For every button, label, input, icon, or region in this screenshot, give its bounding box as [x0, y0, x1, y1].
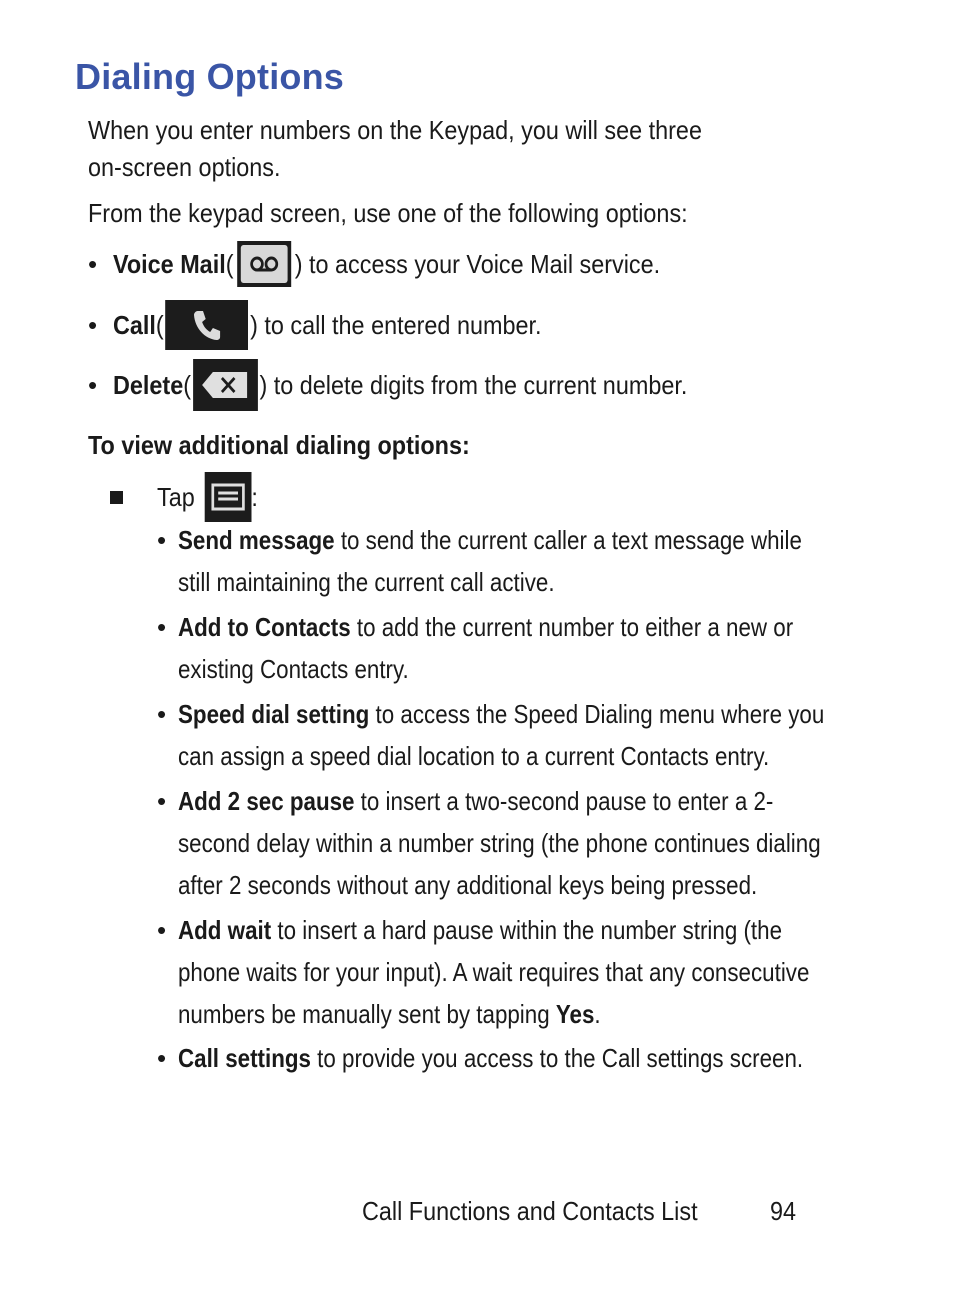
tap-label: Tap: [157, 481, 195, 512]
phone-icon: [166, 300, 249, 350]
instruction-text: From the keypad screen, use one of the following options:: [88, 198, 688, 228]
sub-option-name: Speed dial setting: [178, 699, 370, 729]
tap-instruction: [110, 472, 269, 522]
sub-option-emphasis: Yes: [555, 999, 595, 1029]
option-description: ) to delete digits from the current number.: [259, 369, 688, 400]
sub-option-description: to send the current caller a text message while still maintaining the current call active.: [178, 525, 802, 597]
voicemail-icon: [237, 241, 291, 287]
sub-option-add-2-sec-pause: [157, 780, 917, 906]
bullet-dot: •: [157, 786, 167, 816]
bullet-dot: •: [157, 1043, 167, 1073]
sub-option-name: Send message: [178, 525, 335, 555]
option-description: ) to access your Voice Mail service.: [294, 248, 661, 279]
sub-option-description: to add the current number to either a new or existing Contacts entry.: [178, 612, 794, 684]
option-call: [88, 300, 589, 350]
option-delete: [88, 360, 751, 410]
tap-suffix: :: [251, 481, 258, 512]
option-name: Delete: [113, 369, 184, 400]
sub-option-send-message: [157, 519, 917, 603]
sub-option-speed-dial-setting: [157, 693, 917, 777]
bullet-dot: •: [157, 612, 167, 642]
option-open-paren: (: [155, 309, 164, 340]
square-bullet-icon: [110, 491, 123, 504]
menu-icon: [205, 472, 252, 522]
option-open-paren: (: [183, 369, 192, 400]
sub-option-add-wait: [157, 909, 917, 1035]
sub-option-call-settings: [157, 1037, 917, 1079]
sub-option-name: Add to Contacts: [178, 612, 351, 642]
sub-option-name: Add wait: [178, 915, 272, 945]
sub-option-description: to insert a hard pause within the number string (the phone waits for your input). A wait requires that any consecutive numbers be manually sent by tapping: [178, 915, 810, 1029]
sub-option-add-to-contacts: [157, 606, 917, 690]
bullet-dot: •: [88, 248, 98, 279]
intro-paragraph: When you enter numbers on the Keypad, you will see three on-screen options.: [88, 115, 702, 182]
sub-option-name: Call settings: [178, 1043, 311, 1073]
option-voice-mail: [88, 239, 721, 289]
option-open-paren: (: [225, 248, 234, 279]
option-description: ) to call the entered number.: [250, 309, 542, 340]
sub-option-description: to provide you access to the Call settings screen.: [310, 1043, 804, 1073]
bullet-dot: •: [157, 525, 167, 555]
option-name: Call: [113, 309, 156, 340]
additional-options-heading: To view additional dialing options:: [88, 430, 470, 460]
footer-section-title: Call Functions and Contacts List: [362, 1196, 698, 1226]
option-name: Voice Mail: [113, 248, 226, 279]
page-number: 94: [770, 1196, 797, 1226]
sub-option-name: Add 2 sec pause: [178, 786, 355, 816]
sub-option-description: to insert a two-second pause to enter a 2-second delay within a number string (the phone continues dialing after 2 seconds without any additional keys being pressed.: [178, 786, 821, 900]
bullet-dot: •: [157, 699, 167, 729]
page-title: Dialing Options: [75, 56, 344, 97]
bullet-dot: •: [88, 309, 98, 340]
sub-option-description: to access the Speed Dialing menu where you can assign a speed dial location to a current Contacts entry.: [178, 699, 825, 771]
backspace-icon: [193, 359, 258, 411]
sub-option-tail: .: [594, 999, 601, 1029]
bullet-dot: •: [157, 915, 167, 945]
bullet-dot: •: [88, 369, 98, 400]
